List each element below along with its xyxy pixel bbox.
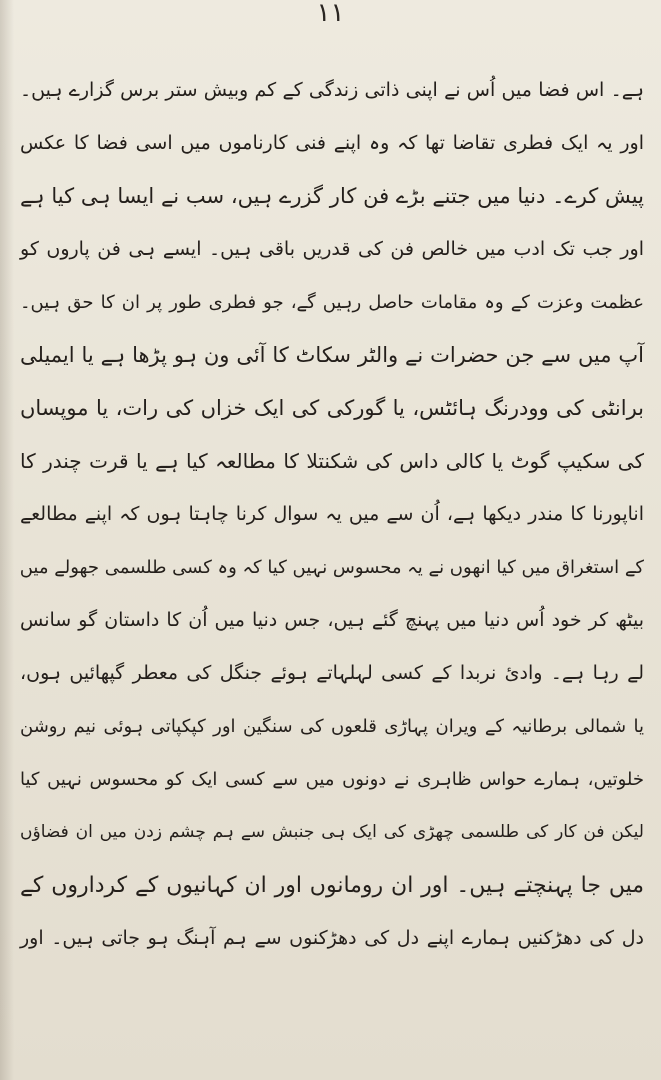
text-line: برانٹی کی وودرنگ ہائٹس، یا گورکی کی ایک خزاں کی رات، یا موپساں xyxy=(20,396,644,420)
text-line: کی سکیپ گوٹ یا کالی داس کی شکنتلا کا مطالعہ کیا ہے یا قرت چندر کا xyxy=(20,449,644,473)
body-text xyxy=(14,64,650,965)
text-line: آپ میں سے جن حضرات نے والٹر سکاٹ کا آئی ون ہو پڑھا ہے یا ایمیلی xyxy=(20,343,644,367)
text-line: عظمت وعزت کے وہ مقامات حاصل رہیں گے، جو فطری طور پر ان کا حق ہیں۔ xyxy=(20,292,644,313)
page-number: ۱۱ xyxy=(316,0,345,28)
text-line: پیش کرے۔ دنیا میں جتنے بڑے فن کار گزرے ہیں، سب نے ایسا ہی کیا ہے xyxy=(20,184,644,208)
text-line: لیکن فن کار کی طلسمی چھڑی کی ایک ہی جنبش سے ہم چشم زدن میں ان فضاؤں xyxy=(20,822,644,842)
text-line: بیٹھ کر خود اُس دنیا میں پہنچ گئے ہیں، جس دنیا میں اُن کا داستان گو سانس xyxy=(20,609,644,631)
text-line: خلوتیں، ہمارے حواس ظاہری نے دونوں میں سے کسی ایک کو محسوس نہیں کیا xyxy=(20,769,644,790)
text-line: کے استغراق میں کیا انھوں نے یہ محسوس نہیں کیا کہ وہ کسی طلسمی جھولے میں xyxy=(19,557,644,578)
text-line: اور جب تک ادب میں خالص فن کی قدریں باقی ہیں۔ ایسے ہی فن پاروں کو xyxy=(20,238,644,260)
text-line: لے رہا ہے۔ وادئ نربدا کے کسی لہلہاتے ہوئے جنگل کی معطر گپھائیں ہوں، xyxy=(20,662,644,684)
text-line: ہے۔ اس فضا میں اُس نے اپنی ذاتی زندگی کے کم وبیش ستر برس گزارے ہیں۔ xyxy=(20,79,644,101)
text-line: اور یہ ایک فطری تقاضا تھا کہ وہ اپنے فنی کارناموں میں اسی فضا کا عکس xyxy=(20,132,644,154)
text-line: یا شمالی برطانیہ کے ویران پہاڑی قلعوں کی سنگین اور کپکپاتی ہوئی نیم روشن xyxy=(20,716,644,737)
text-line: دل کی دھڑکنیں ہمارے اپنے دل کی دھڑکنوں سے ہم آہنگ ہو جاتی ہیں۔ اور xyxy=(20,927,644,949)
text-line: اناپورنا کا مندر دیکھا ہے، اُن سے میں یہ سوال کرنا چاہتا ہوں کہ اپنے مطالعے xyxy=(20,503,644,525)
text-line: میں جا پہنچتے ہیں۔ اور ان رومانوں اور ان کہانیوں کے کرداروں کے xyxy=(20,873,644,898)
